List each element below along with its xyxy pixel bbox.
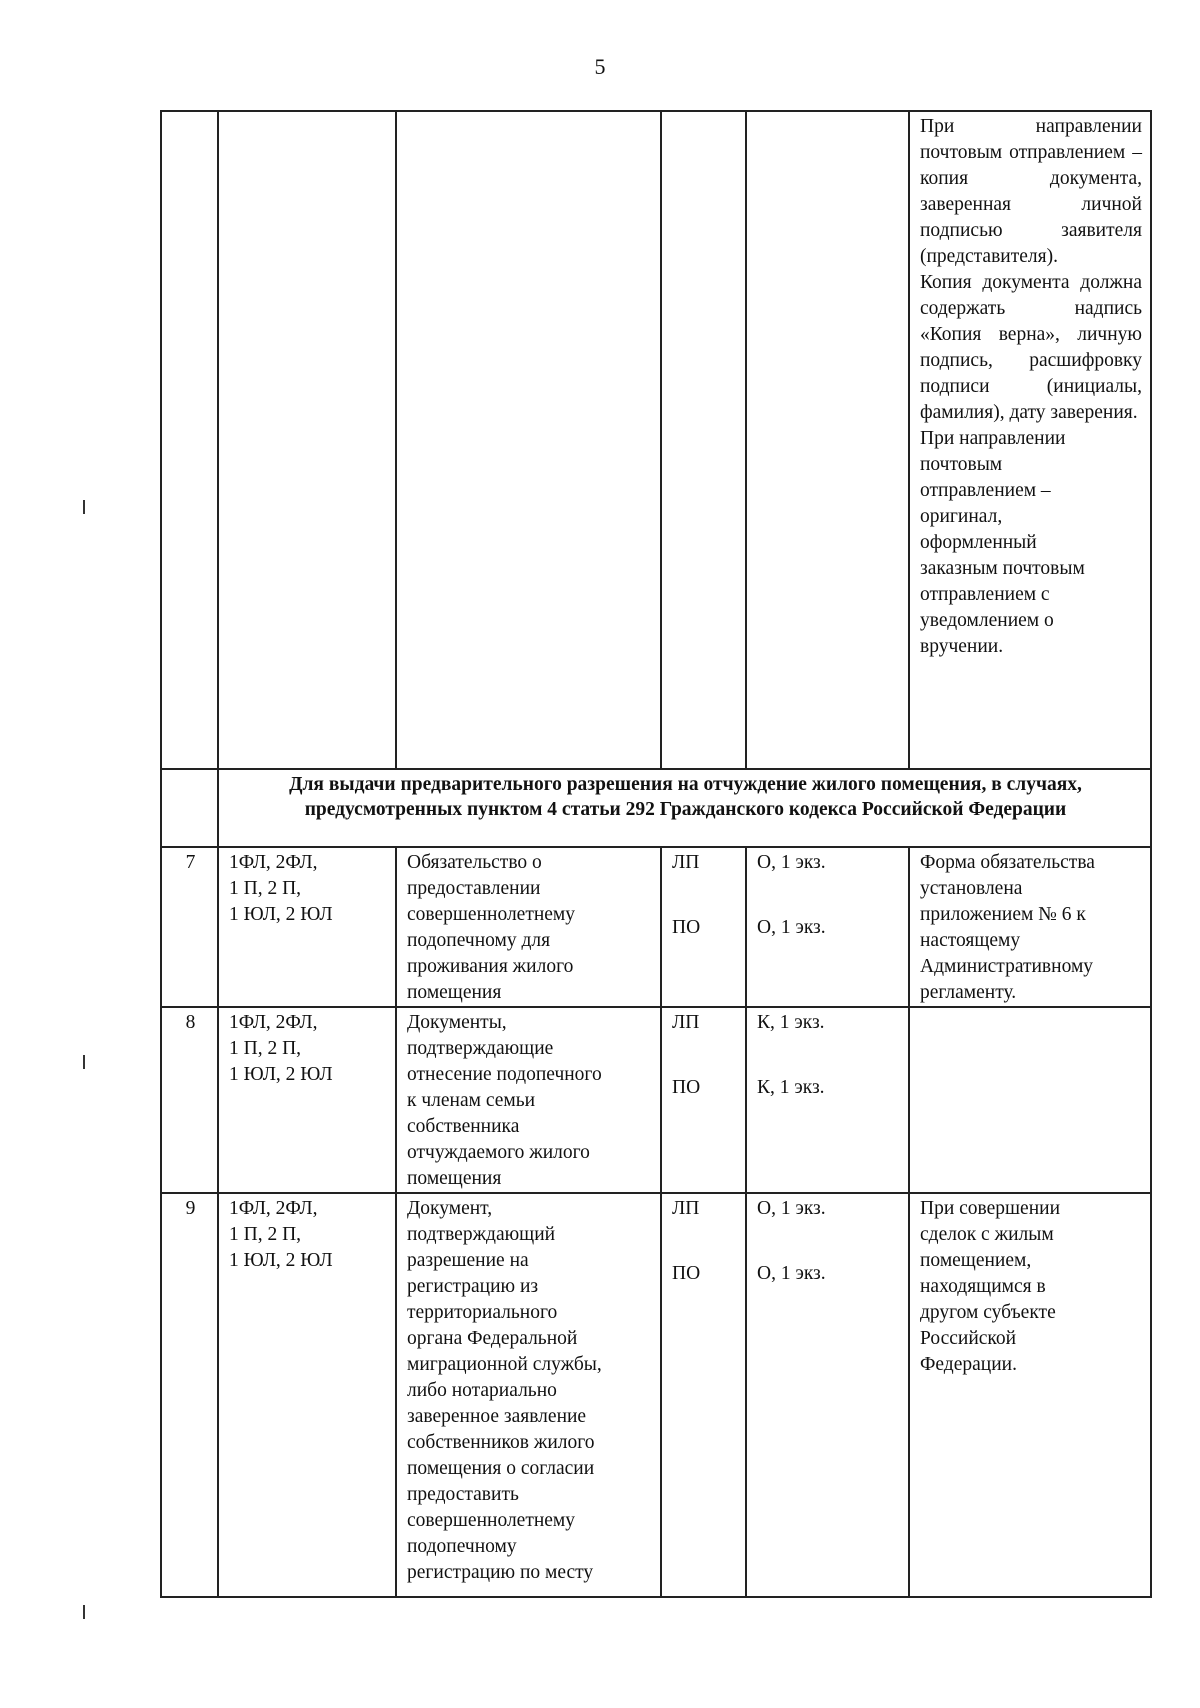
- code-value: ЛП: [672, 1012, 700, 1033]
- documents-table: [160, 110, 1152, 1598]
- table-row-continuation: [161, 111, 1151, 769]
- form-cell: [746, 1007, 909, 1193]
- document-cell: Документ, подтверждающий разрешение на регистрацию из территориального органа Федеральной миграционной службы, либо нотариально заверенное заявление собственников жилого помещения о согласии предоставить совершеннолетнему подопечному регистрацию по месту: [396, 1193, 661, 1597]
- table-row: [161, 1193, 1151, 1597]
- applicants-cell: 1ФЛ, 2ФЛ, 1 П, 2 П, 1 ЮЛ, 2 ЮЛ: [218, 847, 396, 1007]
- form-value: К, 1 экз.: [757, 1077, 825, 1098]
- page-number: 5: [594, 54, 606, 79]
- form-cell: [746, 111, 909, 769]
- document-cell: Документы, подтверждающие отнесение подопечного к членам семьи собственника отчуждаемого жилого помещения: [396, 1007, 661, 1193]
- section-heading-row: [161, 769, 1151, 847]
- row-number: 8: [161, 1007, 218, 1193]
- margin-mark: [83, 1055, 85, 1069]
- code-cell: [661, 111, 746, 769]
- margin-mark: [83, 1605, 85, 1619]
- code-value: ЛП: [672, 1198, 700, 1219]
- code-cell: [661, 1007, 746, 1193]
- note-cell: [909, 1007, 1151, 1193]
- form-value: О, 1 экз.: [757, 852, 826, 873]
- code-value: ПО: [672, 1077, 701, 1098]
- note-paragraph: Копия документа должна содержать надпись «Копия верна», личную подпись, расшифровку подписи (инициалы, фамилия), дату заверения.: [920, 272, 1142, 423]
- num-cell: [161, 111, 218, 769]
- note-cell: Форма обязательства установлена приложением № 6 к настоящему Административному регламенту.: [909, 847, 1151, 1007]
- form-value: О, 1 экз.: [757, 1198, 826, 1219]
- row-number: 7: [161, 847, 218, 1007]
- note-paragraph: При направлении почтовым отправлением – копия документа, заверенная личной подписью заявителя (представителя).: [920, 116, 1142, 267]
- code-value: ПО: [672, 917, 701, 938]
- table-row: [161, 847, 1151, 1007]
- section-heading: Для выдачи предварительного разрешения на отчуждение жилого помещения, в случаях, предусмотренных пунктом 4 статьи 292 Гражданского кодекса Российской Федерации: [218, 769, 1151, 847]
- note-cell: При совершении сделок с жилым помещением, находящимся в другом субъекте Российской Федерации.: [909, 1193, 1151, 1597]
- note-cell: [909, 111, 1151, 769]
- note-paragraph: При направлении почтовым отправлением – оригинал, оформленный заказным почтовым отправлением с уведомлением о вручении.: [920, 428, 1085, 657]
- applicants-cell: 1ФЛ, 2ФЛ, 1 П, 2 П, 1 ЮЛ, 2 ЮЛ: [218, 1007, 396, 1193]
- form-value: К, 1 экз.: [757, 1012, 825, 1033]
- document-cell: [396, 111, 661, 769]
- document-cell: Обязательство о предоставлении совершеннолетнему подопечному для проживания жилого помещения: [396, 847, 661, 1007]
- code-cell: [661, 847, 746, 1007]
- applicants-cell: 1ФЛ, 2ФЛ, 1 П, 2 П, 1 ЮЛ, 2 ЮЛ: [218, 1193, 396, 1597]
- margin-mark: [83, 500, 85, 514]
- form-value: О, 1 экз.: [757, 1263, 826, 1284]
- row-number: 9: [161, 1193, 218, 1597]
- code-cell: [661, 1193, 746, 1597]
- form-value: О, 1 экз.: [757, 917, 826, 938]
- applicants-cell: [218, 111, 396, 769]
- code-value: ПО: [672, 1263, 701, 1284]
- form-cell: [746, 847, 909, 1007]
- form-cell: [746, 1193, 909, 1597]
- code-value: ЛП: [672, 852, 700, 873]
- table-row: [161, 1007, 1151, 1193]
- num-cell: [161, 769, 218, 847]
